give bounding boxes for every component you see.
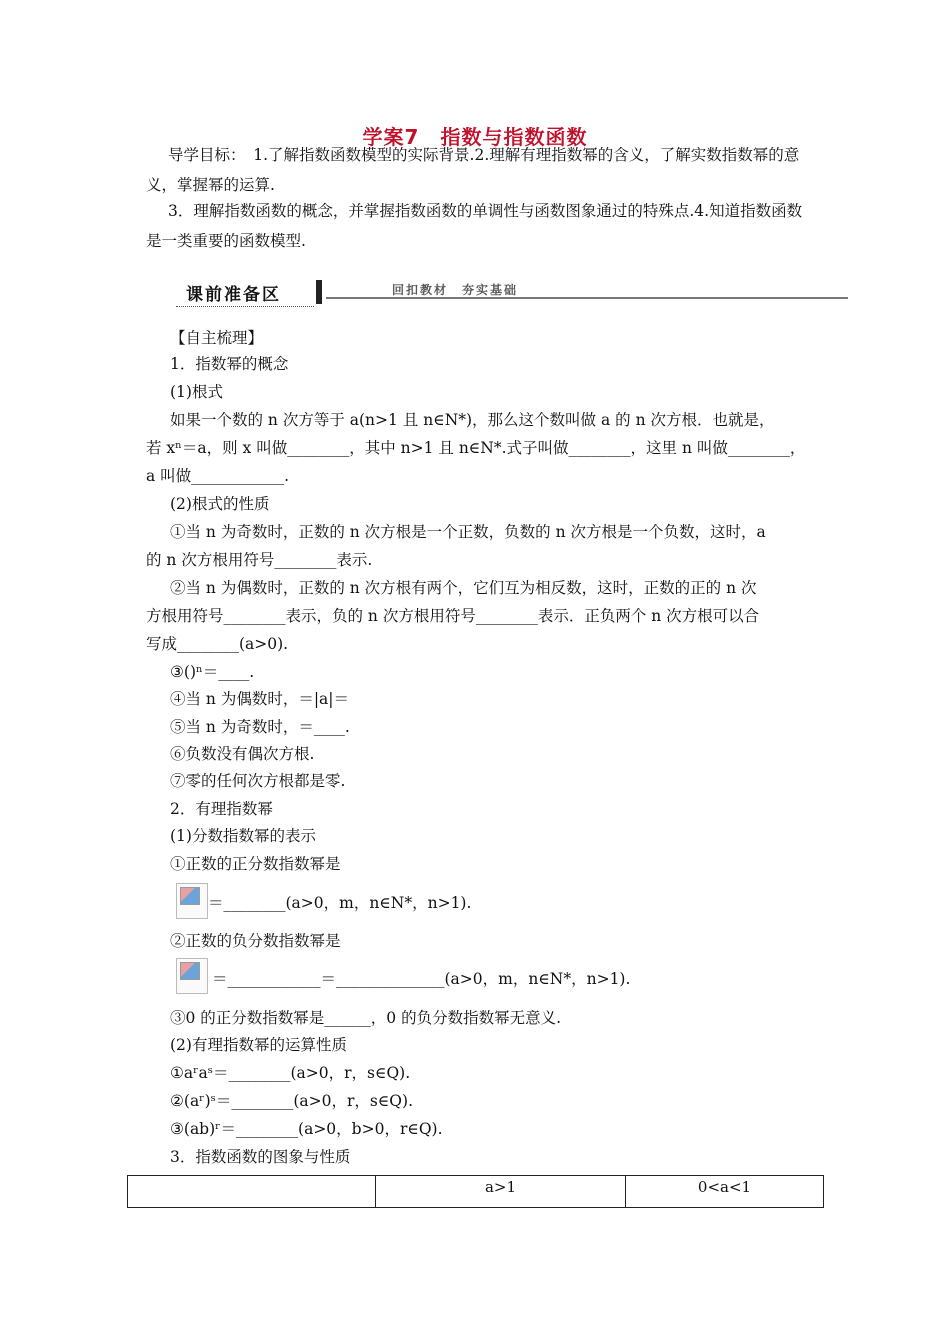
text-line: ⑦零的任何次方根都是零. (170, 772, 346, 790)
text-line: 1．指数幂的概念 (170, 355, 289, 373)
broken-image-icon (176, 958, 208, 994)
properties-table (127, 1175, 824, 1208)
text-line: ＝____________＝______________(a>0，m，n∈N*，n>1). (212, 970, 631, 988)
text-line: 的 n 次方根用符号________表示. (146, 551, 373, 569)
text-line: 方根用符号________表示，负的 n 次方根用符号________表示．正负两个 n 次方根可以合 (146, 607, 760, 625)
text-line: 3．指数函数的图象与性质 (170, 1148, 351, 1166)
text-line: ④当 n 为偶数时，＝|a|＝ (170, 690, 350, 708)
text-line: 若 xⁿ＝a，则 x 叫做________，其中 n>1 且 n∈N*.式子叫做________，这里 n 叫做________， (146, 439, 806, 457)
section-subtitle: 回扣教材 夯实基础 (392, 283, 519, 297)
learning-goals-2: 3．理解指数函数的概念，并掌握指数函数的单调性与函数图象通过的特殊点.4.知道指数函数是一类重要的函数模型. (146, 202, 803, 250)
text-line: 2．有理指数幂 (170, 800, 273, 818)
text-line: (1)根式 (170, 383, 223, 401)
text-line: ⑤当 n 为奇数时，＝____. (170, 718, 350, 736)
text-line: (2)根式的性质 (170, 495, 270, 513)
text-line: ＝________(a>0，m，n∈N*，n>1). (208, 894, 472, 912)
section-label: 课前准备区 (186, 285, 281, 305)
text-line: ②(aʳ)ˢ＝________(a>0，r，s∈Q). (170, 1092, 413, 1110)
text-line: ③0 的正分数指数幂是______，0 的负分数指数幂无意义. (170, 1009, 562, 1027)
text-line: 写成________(a>0). (146, 635, 289, 653)
table-header-cell (128, 1176, 376, 1208)
text-line: ①正数的正分数指数幂是 (170, 855, 341, 873)
table-header-cell: a>1 (376, 1176, 626, 1208)
text-line: ③(ab)ʳ＝________(a>0，b>0，r∈Q). (170, 1120, 443, 1138)
text-line: 【自主梳理】 (170, 329, 264, 347)
text-line: ②正数的负分数指数幂是 (170, 932, 341, 950)
text-line: (1)分数指数幂的表示 (170, 827, 316, 845)
learning-goals-1: 导学目标： 1.了解指数函数模型的实际背景.2.理解有理指数幂的含义，了解实数指数幂的意义，掌握幂的运算. (146, 146, 800, 194)
text-line: ①当 n 为奇数时，正数的 n 次方根是一个正数，负数的 n 次方根是一个负数，这时，a (170, 523, 766, 541)
text-line: 如果一个数的 n 次方等于 a(n>1 且 n∈N*)，那么这个数叫做 a 的 n 次方根．也就是， (170, 411, 775, 429)
table-header-cell: 0<a<1 (626, 1176, 824, 1208)
table-row (128, 1176, 824, 1208)
text-line: ⑥负数没有偶次方根. (170, 745, 315, 763)
text-line: ②当 n 为偶数时，正数的 n 次方根有两个，它们互为相反数，这时，正数的正的 n 次 (170, 579, 757, 597)
broken-image-icon (176, 883, 208, 919)
section-divider (316, 280, 322, 304)
page-title: 学案7 指数与指数函数 (362, 125, 588, 149)
text-line: ③()ⁿ＝____. (170, 663, 255, 681)
section-header (176, 280, 848, 304)
text-line: (2)有理指数幂的运算性质 (170, 1036, 347, 1054)
text-line: ①aʳaˢ＝________(a>0，r，s∈Q). (170, 1064, 411, 1082)
text-line: a 叫做____________. (146, 467, 290, 485)
section-underline (176, 306, 314, 307)
